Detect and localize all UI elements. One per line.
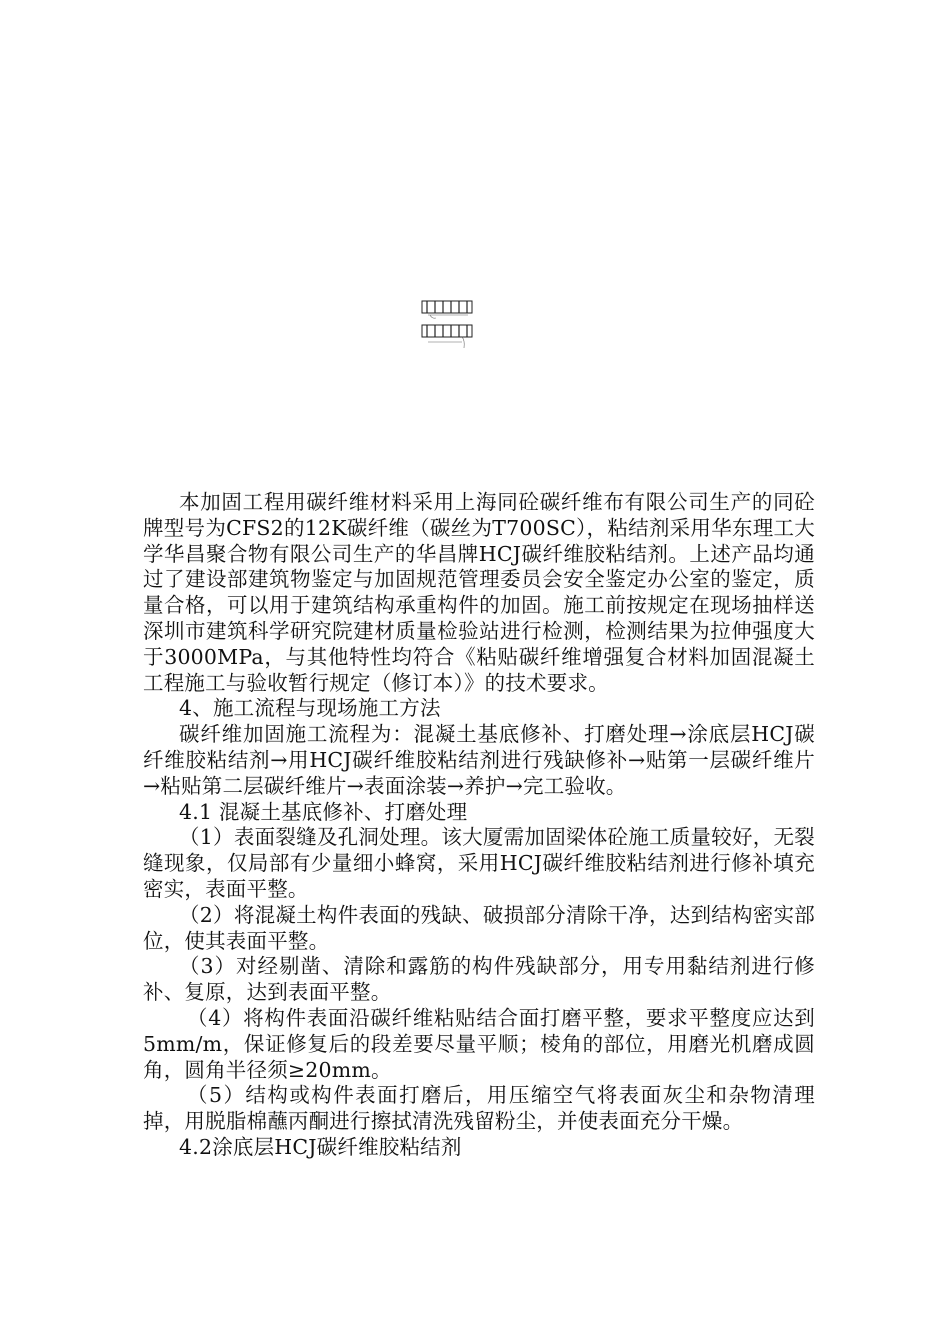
section-heading-4-2: 4.2涂底层HCJ碳纤维胶粘结剂 [179, 1134, 462, 1159]
list-item-5: （5）结构或构件表面打磨后，用压缩空气将表面灰尘和杂物清理掉，用脱脂棉蘸丙酮进行擦拭清洗残留粉尘，并使表面充分干燥。 [143, 1083, 815, 1134]
section-heading-4-1: 4.1 混凝土基底修补、打磨处理 [179, 799, 468, 824]
paragraph-process-flow: 碳纤维加固施工流程为：混凝土基底修补、打磨处理→涂底层HCJ碳纤维胶粘结剂→用HCJ碳纤维胶粘结剂进行残缺修补→贴第一层碳纤维片→粘贴第二层碳纤维片→表面涂装→养护→完工验收。 [143, 722, 815, 798]
list-item-4: （4）将构件表面沿碳纤维粘贴结合面打磨平整，要求平整度应达到5mm/m，保证修复后的段差要尽量平顺；棱角的部位，用磨光机磨成圆角，圆角半径须≥20mm。 [143, 1005, 815, 1082]
list-item-2: （2）将混凝土构件表面的残缺、破损部分清除干净，达到结构密实部位，使其表面平整。 [143, 902, 815, 953]
document-body [143, 490, 815, 1161]
list-item-1: （1）表面裂缝及孔洞处理。该大厦需加固梁体砼施工质量较好，无裂缝现象，仅局部有少量细小蜂窝，采用HCJ碳纤维胶粘结剂进行修补填充密实，表面平整。 [143, 825, 815, 901]
paragraph-materials: 本加固工程用碳纤维材料采用上海同砼碳纤维布有限公司生产的同砼牌型号为CFS2的12K碳纤维（碳丝为T700SC），粘结剂采用华东理工大学华昌聚合物有限公司生产的华昌牌HCJ碳纤维胶粘结剂。上述产品均通过了建设部建筑物鉴定与加固规范管理委员会安全鉴定办公室的鉴定，质量合格，可以用于建筑结构承重构件的加固。施工前按规定在现场抽样送深圳市建筑科学研究院建材质量检验站进行检测，检测结果为拉伸强度大于3000MPa，与其他特性均符合《粘贴碳纤维增强复合材料加固混凝土工程施工与验收暂行规定（修订本）》的技术要求。 [143, 490, 815, 695]
list-item-3: （3）对经剔凿、清除和露筋的构件残缺部分，用专用黏结剂进行修补、复原，达到表面平整。 [143, 954, 815, 1005]
section-heading-4: 4、施工流程与现场施工方法 [179, 696, 441, 721]
small-diagram-icon [418, 296, 478, 352]
